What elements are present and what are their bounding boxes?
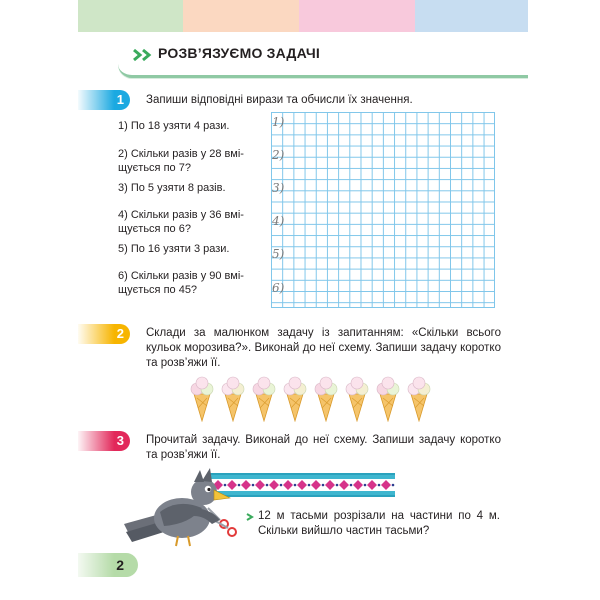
ice-cream-cone-icon <box>252 376 276 422</box>
list-item: 5) По 16 узяти 3 рази. <box>118 243 230 255</box>
list-item: 2) Скільки разів у 28 вмі- щується по 7? <box>118 148 244 174</box>
ice-cream-row <box>190 376 440 422</box>
ice-cream-cone-icon <box>407 376 431 422</box>
top-band-green <box>78 0 183 32</box>
answer-grid <box>271 112 495 308</box>
ice-cream-cone-icon <box>190 376 214 422</box>
task1-instruction: Запиши відповідні вирази та обчисли їх значення. <box>146 94 413 106</box>
grid-label: 4) <box>272 214 285 228</box>
top-band-orange <box>183 0 299 32</box>
list-item: 4) Скільки разів у 36 вмі- щується по 6? <box>118 209 244 235</box>
task3-problem: 12 м тасьми розрізали на частини по 4 м. Скільки вийшло частин тасьми? <box>258 510 500 537</box>
ice-cream-cone-icon <box>314 376 338 422</box>
list-item: 6) Скільки разів у 90 вмі- щується по 45? <box>118 270 244 296</box>
section-title: РОЗВ’ЯЗУЄМО ЗАДАЧІ <box>158 45 320 61</box>
grid-label: 3) <box>272 181 285 195</box>
task-number-tab <box>78 90 130 110</box>
task-number-tab <box>78 324 130 344</box>
task-number: 2 <box>116 326 124 341</box>
task-number-tab <box>78 431 130 451</box>
double-chevron-right-icon <box>132 48 154 62</box>
page-number: 2 <box>116 557 124 573</box>
task-number: 3 <box>116 433 124 448</box>
ice-cream-cone-icon <box>376 376 400 422</box>
list-item: 1) По 18 узяти 4 рази. <box>118 120 230 132</box>
task-number: 1 <box>116 92 124 107</box>
list-item: 3) По 5 узяти 8 разів. <box>118 182 226 194</box>
top-band-pink <box>299 0 415 32</box>
page-number-tab <box>78 553 138 577</box>
grid-label: 5) <box>272 247 285 261</box>
grid-label: 2) <box>272 148 285 162</box>
grid-label: 1) <box>272 115 285 129</box>
grid-label: 6) <box>272 281 285 295</box>
task3-instruction: Прочитай задачу. Виконай до неї схему. Запиши задачу коротко та розв’яжи її. <box>146 434 501 461</box>
task2-instruction: Склади за малюнком задачу із запитанням: «Скільки всього кульок морозива?». Виконай до неї схему. Запиши задачу коротко та розв’яжи її. <box>146 327 501 369</box>
ice-cream-cone-icon <box>283 376 307 422</box>
top-band-blue <box>415 0 528 32</box>
ice-cream-cone-icon <box>345 376 369 422</box>
chevron-right-icon <box>245 513 255 521</box>
crow-illustration <box>120 462 240 548</box>
ice-cream-cone-icon <box>221 376 245 422</box>
